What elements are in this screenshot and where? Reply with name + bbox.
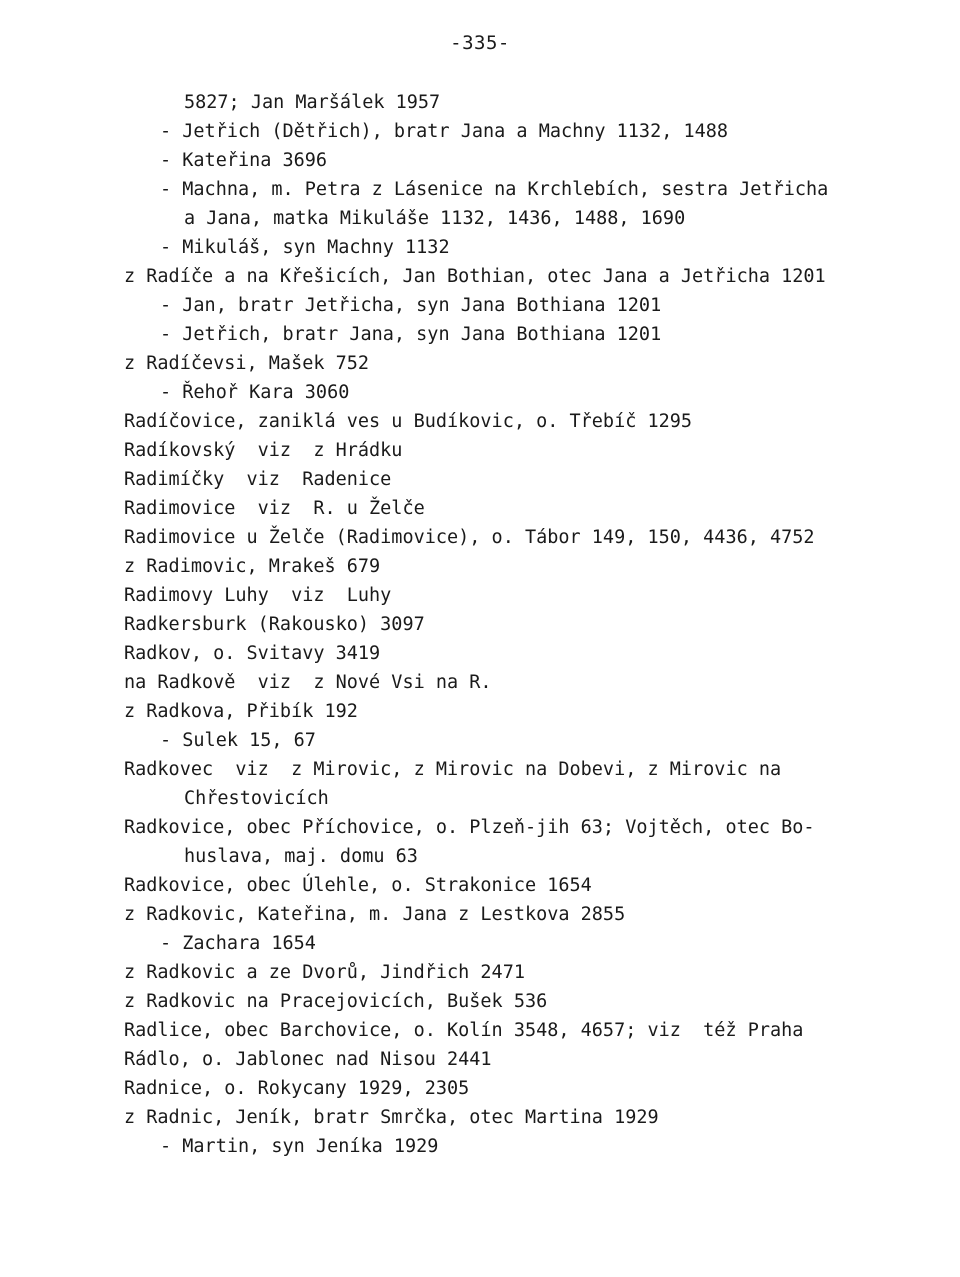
index-subentry: - Jan, bratr Jetřicha, syn Jana Bothiana 1201	[160, 295, 662, 316]
index-subentry: - Machna, m. Petra z Lásenice na Krchlebích, sestra Jetřicha	[160, 179, 829, 200]
index-entry: z Radkovic na Pracejovicích, Bušek 536	[124, 991, 548, 1012]
index-entry: Radíkovský viz z Hrádku	[124, 440, 403, 461]
index-continuation: 5827; Jan Maršálek 1957	[184, 92, 441, 113]
index-continuation: huslava, maj. domu 63	[184, 846, 418, 867]
index-entry: z Radkova, Přibík 192	[124, 701, 358, 722]
index-entry: Radlice, obec Barchovice, o. Kolín 3548, 4657; viz též Praha	[124, 1020, 804, 1041]
index-entries	[124, 88, 884, 1161]
index-entry: z Radkovic, Kateřina, m. Jana z Lestkova 2855	[124, 904, 626, 925]
index-entry: na Radkově viz z Nové Vsi na R.	[124, 672, 492, 693]
index-entry: Radkovice, obec Úlehle, o. Strakonice 1654	[124, 875, 592, 896]
index-entry: Radimíčky viz Radenice	[124, 469, 392, 490]
index-entry: z Radíčevsi, Mašek 752	[124, 353, 370, 374]
index-entry: Radimovice u Želče (Radimovice), o. Tábor 149, 150, 4436, 4752	[124, 527, 815, 548]
index-entry: Radkovice, obec Příchovice, o. Plzeň-jih 63; Vojtěch, otec Bo-	[124, 817, 815, 838]
index-subentry: - Jetřich (Dětřich), bratr Jana a Machny 1132, 1488	[160, 121, 729, 142]
index-entry: Rádlo, o. Jablonec nad Nisou 2441	[124, 1049, 492, 1070]
index-subentry: - Zachara 1654	[160, 933, 316, 954]
index-subentry: - Sulek 15, 67	[160, 730, 316, 751]
index-entry: Radnice, o. Rokycany 1929, 2305	[124, 1078, 470, 1099]
index-subentry: - Martin, syn Jeníka 1929	[160, 1136, 439, 1157]
index-entry: z Radíče a na Křešicích, Jan Bothian, otec Jana a Jetřicha 1201	[124, 266, 826, 287]
index-subentry: - Kateřina 3696	[160, 150, 328, 171]
index-entry: Radkov, o. Svitavy 3419	[124, 643, 381, 664]
index-entry: Radkovec viz z Mirovic, z Mirovic na Dobevi, z Mirovic na	[124, 759, 782, 780]
index-entry: Radimovice viz R. u Želče	[124, 498, 425, 519]
index-entry: Radkersburk (Rakousko) 3097	[124, 614, 425, 635]
index-continuation: a Jana, matka Mikuláše 1132, 1436, 1488, 1690	[184, 208, 686, 229]
index-entry: Radimovy Luhy viz Luhy	[124, 585, 392, 606]
index-subentry: - Řehoř Kara 3060	[160, 382, 350, 403]
index-entry: z Radkovic a ze Dvorů, Jindřich 2471	[124, 962, 525, 983]
index-entry: z Radimovic, Mrakeš 679	[124, 556, 381, 577]
index-continuation: Chřestovicích	[184, 788, 329, 809]
index-subentry: - Mikuláš, syn Machny 1132	[160, 237, 450, 258]
page-number: -335-	[450, 32, 510, 54]
index-entry: Radíčovice, zaniklá ves u Budíkovic, o. Třebíč 1295	[124, 411, 693, 432]
index-subentry: - Jetřich, bratr Jana, syn Jana Bothiana 1201	[160, 324, 662, 345]
index-entry: z Radnic, Jeník, bratr Smrčka, otec Martina 1929	[124, 1107, 659, 1128]
